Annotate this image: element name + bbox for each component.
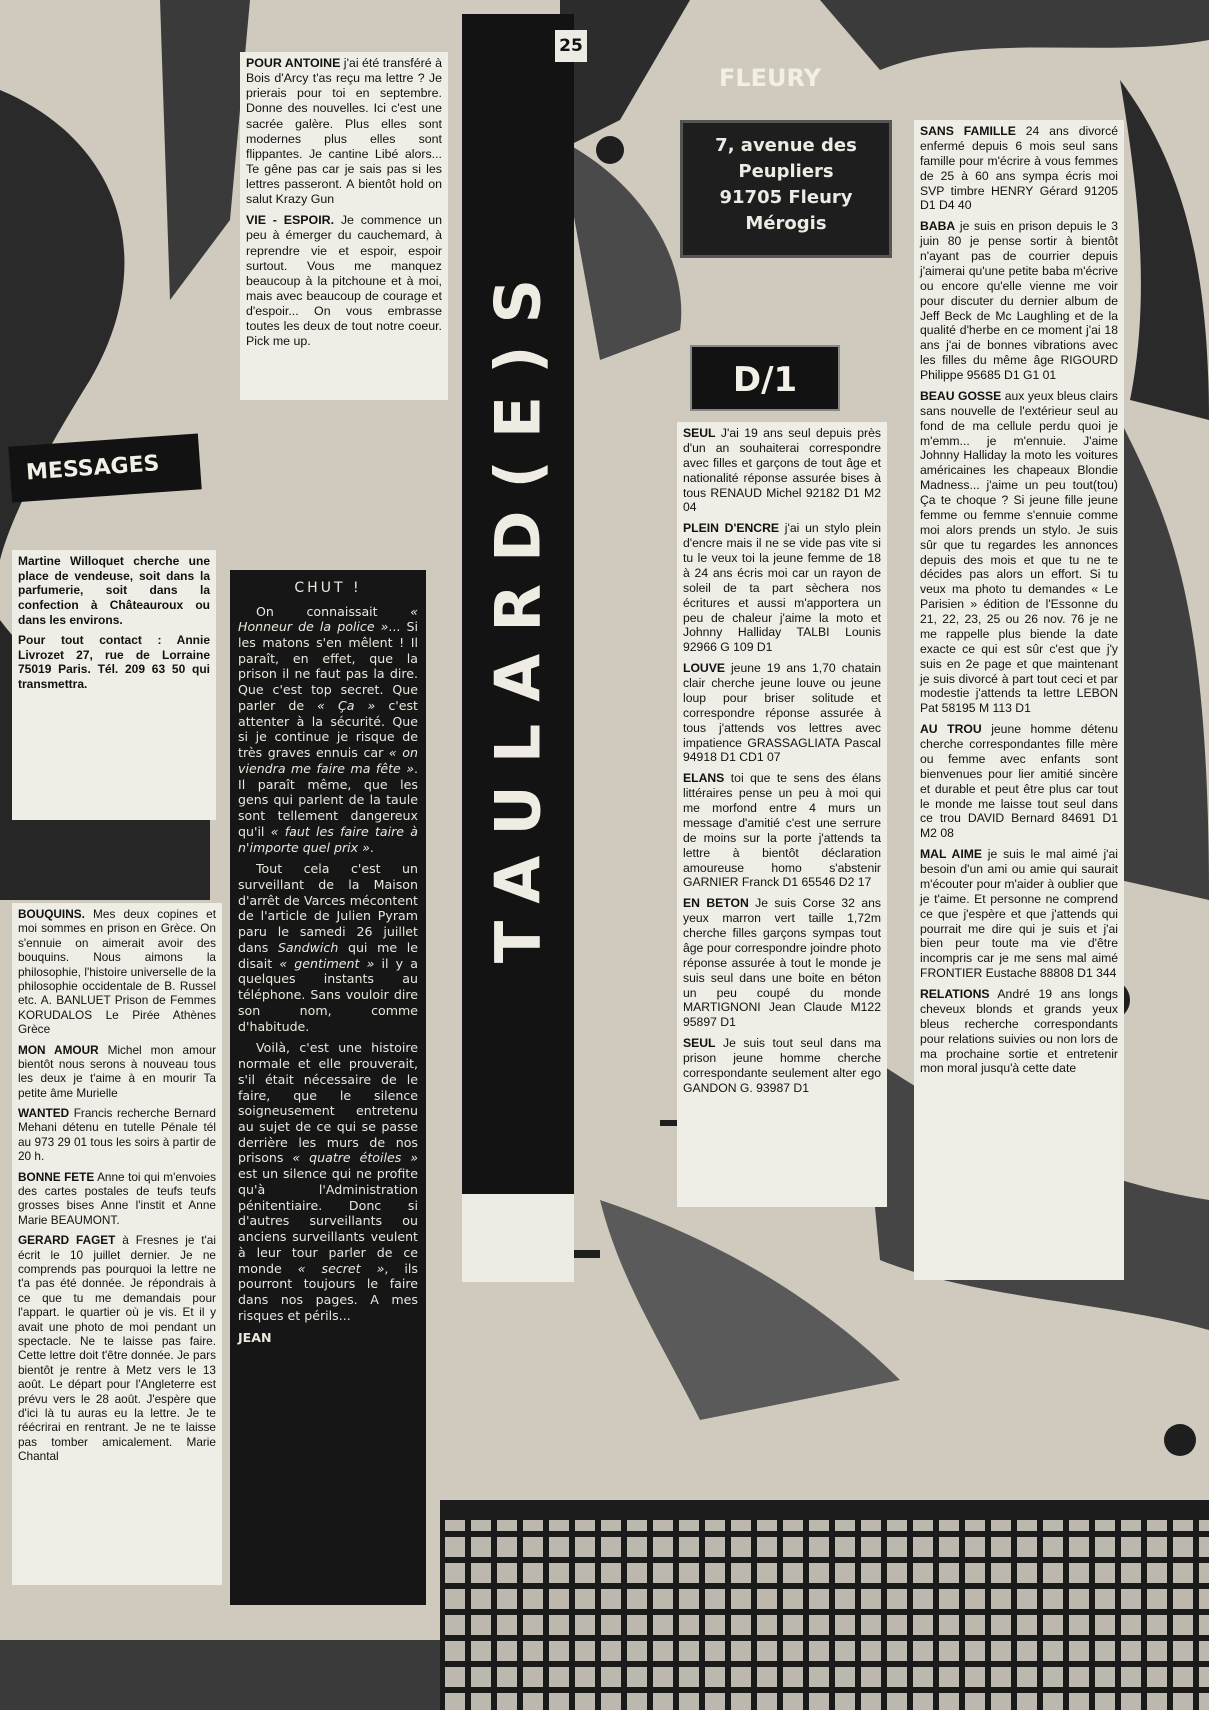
classified-ad-heading: BONNE FETE [18,1169,95,1184]
address-line-3: 91705 Fleury [719,187,853,208]
classified-ad-text: Michel mon amour bientôt nous serons à nouveau tous les deux je t'aime à en mourir Ta petite âme Murielle [18,1042,216,1100]
classified-ad [246,213,442,349]
classified-ad [920,219,1118,383]
chut-paragraph-3: Voilà, c'est une histoire normale et elle prouverait, s'il était nécessaire de le faire, que le silence soigneusement entretenu au sujet de ce qui se passe derrière les murs de nos prisons « quatre étoiles » est un silence qui ne profite qu'à l'Administration pénitentiaire. Donc si d'autres surveillants ou anciens surveillants veulent à leur tour parler de ce monde « secret », ils pourront toujours le faire dans nos pages. A mes risques et périls... [238,1040,419,1323]
classified-ad-heading: PLEIN D'ENCRE [683,521,780,536]
classified-ad-text: à Fresnes je t'ai écrit le 10 juillet dernier. Je ne comprends pas pourquoi la lettre ne t'a pas été donnée. Je répondrais à ce que tu me demandais pour l'appart. le quartier où je vis. Et il y avait une photo de moi pendant un spectacle. Ne te laisse pas faire. Cette lettre doit t'être donnée. Je pars bientôt je rentre à Metz vers le 13 août. Le départ pour l'Angleterre est prévu vers le 28 août. J'espère que d'ici là tu auras eu la lettre. Je te réécrirai en rentrant. Je ne te laisse pas tomber amicalement. Marie Chantal [18,1233,216,1464]
classified-ad [18,1106,216,1164]
left-top-ads [240,52,448,400]
martine-notice [12,550,216,820]
classified-ad-heading: POUR ANTOINE [246,56,341,70]
middle-list [683,426,881,1096]
classified-ad [920,722,1118,841]
classified-ad-heading: WANTED [18,1106,70,1121]
classified-ad-heading: GERARD FAGET [18,1233,116,1248]
classified-ad-heading: EN BETON [683,896,749,911]
classified-ad [920,987,1118,1076]
left-top-list [246,56,442,349]
classified-ad-heading: VIE - ESPOIR. [246,213,335,228]
classified-ad-heading: RELATIONS [920,987,990,1001]
page-number: 25 [555,30,587,62]
classified-ad-heading: BABA [920,219,956,234]
vertical-title-text: TAULARD(E)S [481,256,555,964]
classified-ad-text: J'ai 19 ans seul depuis près d'un an souhaiterai correspondre avec filles et garçons de tout âge et nationalité réponse assurée bises à tous RENAUD Michel 92182 D1 M2 04 [683,426,881,515]
classified-ad [246,56,442,207]
classified-ad-heading: SEUL [683,1036,716,1051]
classified-ad-heading: MAL AIME [920,847,982,862]
chut-article [230,570,426,1605]
classified-ad [920,389,1118,716]
right-list [920,124,1118,1076]
classified-ad-text: Francis recherche Bernard Mehani détenu en tutelle Pénale tél au 973 29 01 tous les soirs à partir de 20 h. [18,1106,216,1164]
classified-ad-text: Je commence un peu à émerger du cauchemard, à reprendre vie et espoir, espoir surtout. Vous me manquez beaucoup à la pitchoune et à moi, mais avec beaucoup de courage et d'espoir... On vous embrasse toutes les deux de tout notre coeur. Pick me up. [246,213,442,349]
left-bottom-ads [12,903,222,1585]
classified-ad-text: je suis le mal aimé j'ai besoin d'un ami ou amie qui saurait m'écouter pour m'aider à oublier que je t'aime. Et personne ne comprend ce que j'espère et que j'attends qui pourrait me dire qui je suis et j'ai bien peur toute ma vie d'être incompris car je me sens mal aimé FRONTIER Eustache 88808 D1 344 [920,847,1118,981]
classified-ad-heading: ELANS [683,771,725,786]
classified-ad-text: Anne toi qui m'envoies des cartes postales de teufs teufs grosses bises Anne l'instit et Anne Marie BEAUMONT. [18,1169,216,1227]
classified-ad-heading: LOUVE [683,661,725,676]
classified-ad-text: je suis en prison depuis le 3 juin 80 je pense sortir à bientôt n'ayant pas de courrier depuis j'aimerai qu'une petite baba m'écrive ou encore qu'elle vienne me voir pour discuter du dernier album de Jeff Beck de Mc Laughling et de la qualité d'herbe en ce moment j'ai 18 ans j'ai de bonnes vibrations avec les filles du même âge RIGOURD Philippe 95685 D1 G1 01 [920,219,1118,382]
chut-signature: JEAN [238,1329,272,1345]
middle-ads [677,422,887,1207]
martine-line2: Pour tout contact : Annie Livrozet 27, rue de Lorraine 75019 Paris. Tél. 209 63 50 qui transmettra. [18,633,210,691]
classified-ad-heading: MON AMOUR [18,1042,99,1057]
classified-ad-text: Je suis tout seul dans ma prison jeune homme cherche correspondante seulement alter ego GANDON G. 93987 D1 [683,1036,881,1095]
classified-ad-text: j'ai un stylo plein d'encre mais il ne se vide pas vite si tu le veux toi la jeune femme de 18 à 24 ans écris moi car un rayon de soleil de ta part sèchera nos écritures et aussi m'apportera un peu de chaleur j'aime la moto et Johnny Halliday TALBI Lounis 92966 G 109 D1 [683,521,881,655]
left-bottom-list [18,907,216,1463]
classified-ad [683,771,881,890]
classified-ad [920,847,1118,981]
classified-ad-heading: SEUL [683,426,716,440]
classified-ad [18,907,216,1037]
classified-ad [683,661,881,765]
address-line-2: Peupliers [738,161,834,182]
fleury-heading: FLEURY [718,64,822,92]
martine-line1: Martine Willoquet cherche une place de vendeuse, soit dans la parfumerie, soit dans la confection à Châteauroux ou dans les environs. [18,554,210,627]
d1-heading: D/1 [690,345,840,411]
classified-ad-text: 24 ans divorcé enfermé depuis 6 mois seul sans famille pour m'écrire à vous femmes de 25 à 60 ans sympa écris moi SVP timbre HENRY Gérard 91205 D1 D4 40 [920,124,1118,213]
address-line-4: Mérogis [745,213,827,234]
classified-ad [18,1170,216,1228]
classified-ad-text: Je suis Corse 32 ans yeux marron vert taille 1,72m cherche filles garçons sympas tout âge pour correspondre joindre photo réponse assurée à tout le monde je suis seul dans une boite en béton un peu coupé du monde MARTIGNONI Jean Claude M122 95897 D1 [683,896,881,1030]
classified-ad-heading: BOUQUINS. [18,907,85,921]
classified-ad-text: André 19 ans longs cheveux blonds et grands yeux bleus recherche correspondants pour relations suivies ou non lors de ma prochaine sortie et entretenir mon moral jusqu'à cette date [920,987,1118,1076]
classified-ad [18,1043,216,1101]
vertical-title [462,60,574,1160]
messages-heading: MESSAGES [8,433,201,502]
classified-ad [920,124,1118,213]
chut-paragraph-2: Tout cela c'est un surveillant de la Maison d'arrêt de Varces mécontent de l'article de Julien Pyram paru le samedi 26 juillet dans Sandwich qui me le disait « gentiment » il y a quelques instants au téléphone. Sans vouloir dire son nom, comme d'habitude. [238,861,418,1034]
address-box [680,120,892,258]
classified-ad-text: toi que te sens des élans littéraires pense un peu à moi qui me morfond entre 4 murs un message d'amitié c'est une serrure de moins sur la porte j'attends ta lettre à bientôt déclaration amoureuse homo s'abstenir GARNIER Franck D1 65546 D2 17 [683,771,881,890]
right-ads [914,120,1124,1280]
classified-ad [683,1036,881,1096]
classified-ad [18,1233,216,1463]
classified-ad [683,896,881,1030]
classified-ad-heading: BEAU GOSSE [920,388,1002,403]
classified-ad-text: jeune homme détenu cherche correspondantes fille mère ou femme avec enfants sont bienvenues pour lier amitié sincère et durable et peut être plus car tout le monde me laisse tout seul dans ce trou DAVID Bernard 84691 D1 M2 08 [920,722,1118,841]
classified-ad-text: Mes deux copines et moi sommes en prison en Grèce. On s'ennuie on aimerait avoir des bouquins. Nous aimons la philosophie, l'histoire universelle de la philosophie occidentale de B. Russel etc. A. BANLUET Prison de Femmes KORUDALOS Le Pirée Athènes Grèce [18,907,216,1037]
classified-ad [683,521,881,655]
classified-ad-heading: AU TROU [920,722,982,737]
classified-ad-heading: SANS FAMILLE [920,124,1016,138]
classified-ad-text: jeune 19 ans 1,70 chatain clair cherche jeune louve ou jeune loup pour briser solitude et correspondre réponse assurée à tous j'attends vos lettres avec impatience GRASSAGLIATA Pascal 94918 D1 CD1 07 [683,661,881,765]
address-line-1: 7, avenue des [715,135,857,156]
chut-paragraph-1: On connaissait « Honneur de la police »... Si les matons s'en mêlent ! Il paraît, en effet, que la prison il ne faut pas la dire. Que c'est top secret. Que parler de « Ça » c'est attenter à la sécurité. Que si je continue je risque de très graves ennuis car « on viendra me faire ma fête ». Il paraît même, que les gens qui parlent de la taule sont tellement dangereux qu'il « faut les faire taire à n'importe quel prix ». [238,603,418,855]
classified-ad-text: aux yeux bleus clairs sans nouvelle de l'extérieur seul au fond de ma cellule perdu quoi je m'emm... je m'ennuie. J'aime Johnny Halliday la moto les voitures américaines les chapeaux Blondie Madness... j'aime un peu tout(tou) Ça te choque ? Si jeune fille jeune femme ou femme s'ennuie comme moi alors prends un stylo. Je suis sûr que tu regardes les annonces depuis des mois et que tu ne te décides pas alors un effort. Si tu veux ma photo tu demandes « Le Parisien » édition de l'Essonne du 21, 22, 23, 25 ou 26 nov. 76 je ne me rappelle plus biende la date exacte ce qui est sûr c'est que j'y suis en 2e page et que maintenant je suis divorcé à part tout ceci et par modestie j'attends ta lettre LEBON Pat 58195 M 113 D1 [920,388,1118,716]
chut-title: CHUT ! [294,580,362,596]
classified-ad-text: j'ai été transféré à Bois d'Arcy t'as reçu ma lettre ? Je prierais pour toi en septembre. Donne des nouvelles. Ici c'est une sacrée galère. Plus elles sont modernes plus elles sont flippantes. Je cantine Libé alors... Te gêne pas car je sais pas si les lettres passeront. A bientôt hold on salut Krazy Gun [246,56,442,207]
classified-ad [683,426,881,515]
